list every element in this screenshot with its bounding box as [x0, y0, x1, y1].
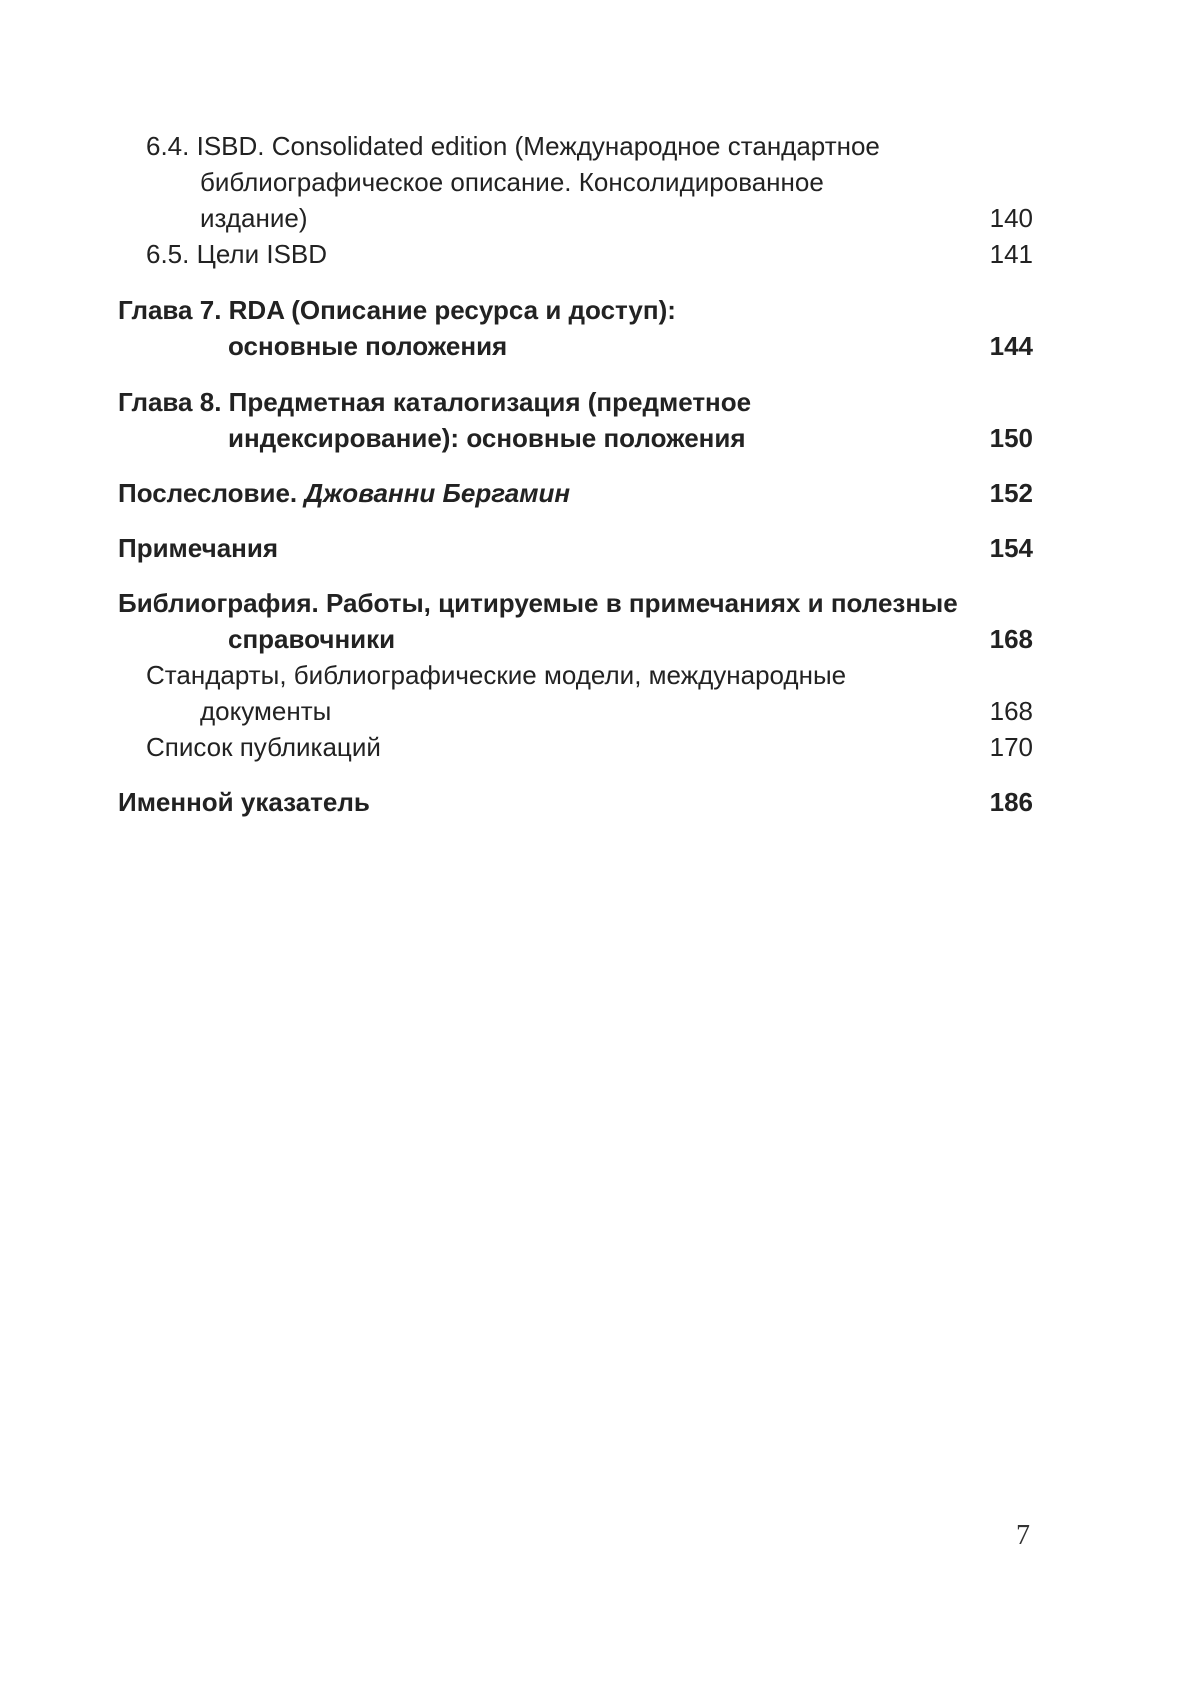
toc-line: Стандарты, библиографические модели, международные — [146, 660, 847, 690]
toc-line — [118, 784, 1033, 820]
page-number: 144 — [989, 331, 1033, 361]
toc-line: 6.4. ISBD. Consolidated edition (Международное стандартное — [146, 131, 880, 161]
toc-line — [146, 236, 1033, 272]
page-number: 152 — [989, 478, 1033, 508]
toc-line-text: 6.5. Цели ISBD — [146, 239, 328, 269]
toc-line — [146, 693, 1033, 729]
toc-line: библиографическое описание. Консолидированное — [200, 167, 824, 197]
toc-line-text: Именной указатель — [118, 787, 370, 817]
toc-entry-chapter-8 — [118, 384, 1033, 456]
toc-line — [146, 729, 1033, 765]
toc-line — [118, 530, 1033, 566]
toc-line-text: документы — [200, 696, 332, 726]
toc-line-text: справочники — [228, 624, 396, 654]
toc-line-text: Примечания — [118, 533, 279, 563]
toc-line: Глава 7. RDA (Описание ресурса и доступ): — [118, 295, 676, 325]
toc-entry-chapter-7 — [118, 292, 1033, 364]
page-number: 140 — [989, 203, 1033, 233]
toc-line: Библиография. Работы, цитируемые в примечаниях и полезные — [118, 588, 958, 618]
toc-line — [118, 328, 1033, 364]
toc-entry-bibliography — [118, 585, 1033, 657]
toc-line — [118, 420, 1033, 456]
toc-line-text: Послесловие. — [118, 478, 298, 508]
toc-entry-standards — [146, 657, 1033, 729]
toc-line-text: Список публикаций — [146, 732, 381, 762]
page-number: 186 — [989, 787, 1033, 817]
toc-line-text: основные положения — [228, 331, 508, 361]
toc-line — [146, 200, 1033, 236]
page-number: 170 — [989, 732, 1033, 762]
page-folio: 7 — [1016, 1520, 1030, 1551]
toc-entry-afterword — [118, 475, 1033, 511]
afterword-author: Джованни Бергамин — [304, 478, 571, 508]
toc-entry-notes — [118, 530, 1033, 566]
toc-entry-6-4 — [146, 128, 1033, 236]
toc-entry-6-5 — [146, 236, 1033, 272]
toc-entry-name-index — [118, 784, 1033, 820]
toc-line: Глава 8. Предметная каталогизация (предметное — [118, 387, 752, 417]
toc-line-text: индексирование): основные положения — [228, 423, 746, 453]
page-number: 154 — [989, 533, 1033, 563]
page-number: 168 — [989, 696, 1033, 726]
page-number: 168 — [989, 624, 1033, 654]
toc-line — [118, 475, 1033, 511]
page-number: 150 — [989, 423, 1033, 453]
page-number: 141 — [989, 239, 1033, 269]
toc-line-text: издание) — [200, 203, 308, 233]
toc-entry-publications — [146, 729, 1033, 765]
toc-line — [118, 621, 1033, 657]
